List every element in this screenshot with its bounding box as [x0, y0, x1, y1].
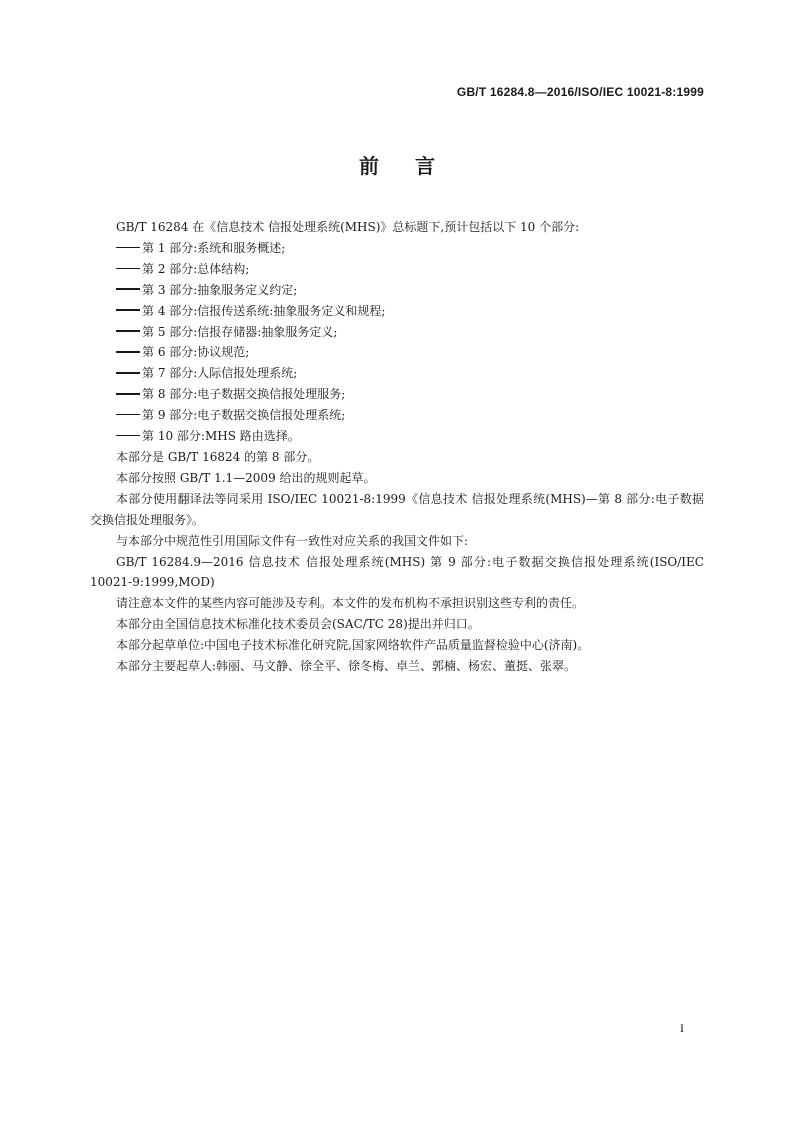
foreword-body — [90, 217, 704, 677]
paragraph-part-number: 本部分是 GB/T 16824 的第 8 部分。 — [116, 449, 320, 464]
list-item: 第 1 部分:系统和服务概述; — [90, 238, 704, 259]
dash-icon — [116, 247, 140, 249]
paragraph-drafting-rules: 本部分按照 GB/T 1.1—2009 给出的规则起草。 — [116, 470, 376, 485]
list-item: 第 9 部分:电子数据交换信报处理系统; — [90, 405, 704, 426]
paragraph-adoption: 本部分使用翻译法等同采用 ISO/IEC 10021-8:1999《信息技术 信报处理系统(MHS)—第 8 部分:电子数据交换信报处理服务》。 — [90, 491, 704, 527]
page-number: I — [680, 1021, 684, 1035]
list-item: 第 3 部分:抽象服务定义约定; — [90, 280, 704, 301]
paragraph-reference-intro: 与本部分中规范性引用国际文件有一致性对应关系的我国文件如下: — [116, 533, 469, 548]
paragraph-patent-notice: 请注意本文件的某些内容可能涉及专利。本文件的发布机构不承担识别这些专利的责任。 — [116, 596, 585, 611]
dash-icon — [116, 393, 140, 395]
dash-icon — [116, 268, 140, 270]
list-item: 第 8 部分:电子数据交换信报处理服务; — [90, 384, 704, 405]
dash-icon — [116, 414, 140, 416]
dash-icon — [116, 309, 140, 311]
dash-icon — [116, 330, 140, 332]
list-item: 第 6 部分:协议规范; — [90, 342, 704, 363]
page-title: 前言 — [359, 154, 471, 178]
intro-paragraph: GB/T 16284 在《信息技术 信报处理系统(MHS)》总标题下,预计包括以下 10 个部分: — [116, 220, 580, 234]
list-item: 第 4 部分:信报传送系统:抽象服务定义和规程; — [90, 301, 704, 322]
list-item: 第 5 部分:信报存储器:抽象服务定义; — [90, 322, 704, 343]
list-item: 第 10 部分:MHS 路由选择。 — [90, 426, 704, 447]
standard-number: GB/T 16284.8—2016/ISO/IEC 10021-8:1999 — [456, 85, 704, 99]
list-item: 第 7 部分:人际信报处理系统; — [90, 363, 704, 384]
dash-icon — [116, 288, 140, 290]
dash-icon — [116, 351, 140, 353]
paragraph-proposer: 本部分由全国信息技术标准化技术委员会(SAC/TC 28)提出并归口。 — [116, 617, 480, 632]
dash-icon — [116, 435, 140, 437]
paragraph-drafting-units: 本部分起草单位:中国电子技术标准化研究院,国家网络软件产品质量监督检验中心(济南)。 — [116, 638, 590, 653]
dash-icon — [116, 372, 140, 374]
paragraph-reference-doc: GB/T 16284.9—2016 信息技术 信报处理系统(MHS) 第 9 部分:电子数据交换信报处理系统(ISO/IEC 10021-9:1999,MOD) — [90, 554, 704, 590]
list-item: 第 2 部分:总体结构; — [90, 259, 704, 280]
paragraph-drafters: 本部分主要起草人:韩丽、马文静、徐全平、徐冬梅、卓兰、郭楠、杨宏、董挺、张翠。 — [116, 659, 577, 674]
